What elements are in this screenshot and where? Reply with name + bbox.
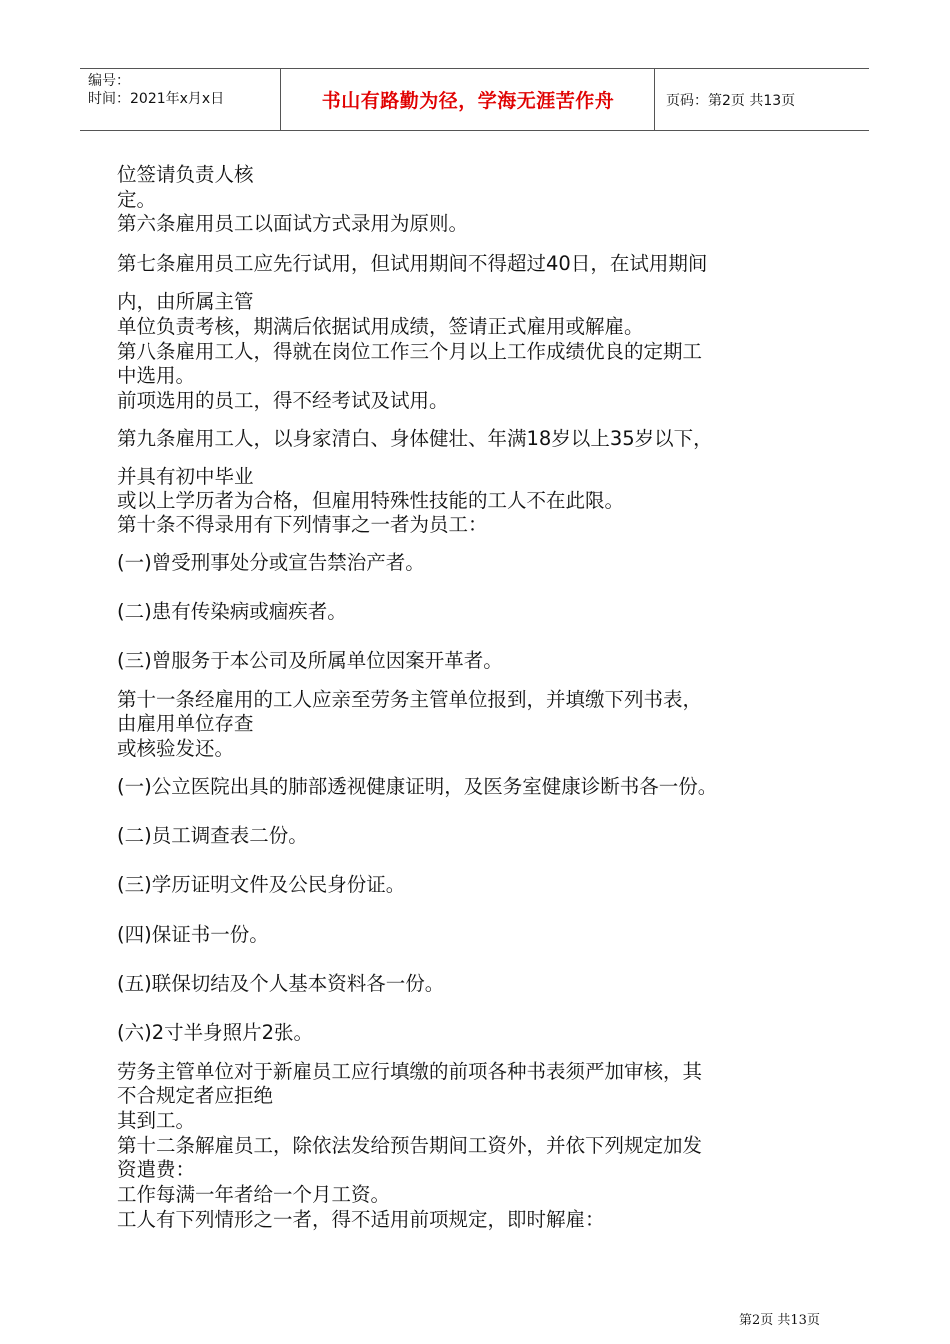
text-line: (一)公立医院出具的肺部透视健康证明，及医务室健康诊断书各一份。 [117, 775, 718, 798]
page-header [80, 68, 869, 131]
text-line: (三)曾服务于本公司及所属单位因案开革者。 [117, 649, 503, 672]
text-line: (三)学历证明文件及公民身份证。 [117, 873, 406, 896]
text-line: 第九条雇用工人，以身家清白、身体健壮、年满18岁以上35岁以下， [117, 427, 713, 450]
text-line: 不合规定者应拒绝 [117, 1084, 274, 1107]
text-line: 内，由所属主管 [117, 290, 254, 313]
text-line: (一)曾受刑事处分或宣告禁治产者。 [117, 551, 425, 574]
text-line: 或以上学历者为合格，但雇用特殊性技能的工人不在此限。 [117, 489, 625, 512]
header-page-info: 页码：第2页 共13页 [666, 93, 796, 109]
time-label: 时间：2021年x月x日 [88, 91, 225, 107]
text-line: 位签请负责人核 [117, 163, 254, 186]
text-line: 第十条不得录用有下列情事之一者为员工： [117, 513, 488, 536]
text-line: (五)联保切结及个人基本资料各一份。 [117, 972, 445, 995]
text-line: 工作每满一年者给一个月工资。 [117, 1183, 391, 1206]
text-line: 单位负责考核，期满后依据试用成绩，签请正式雇用或解雇。 [117, 315, 644, 338]
text-line: 由雇用单位存查 [117, 712, 254, 735]
text-line: 定。 [117, 188, 157, 211]
text-line: (二)患有传染病或痼疾者。 [117, 600, 347, 623]
header-meta [88, 72, 224, 108]
text-line: 中选用。 [117, 364, 196, 387]
text-line: 或核验发还。 [117, 737, 235, 760]
header-motto: 书山有路勤为径，学海无涯苦作舟 [321, 90, 615, 112]
header-divider [654, 69, 655, 130]
text-line: 劳务主管单位对于新雇员工应行填缴的前项各种书表须严加审核，其 [117, 1060, 703, 1083]
text-line: (二)员工调查表二份。 [117, 824, 308, 847]
page-footer: 第2页 共13页 [739, 1313, 820, 1328]
serial-label: 编号： [88, 73, 130, 89]
header-divider [280, 69, 281, 130]
text-line: 资遣费： [117, 1158, 196, 1181]
text-line: 第十二条解雇员工，除依法发给预告期间工资外，并依下列规定加发 [117, 1134, 703, 1157]
text-line: 第六条雇用员工以面试方式录用为原则。 [117, 212, 469, 235]
text-line: 前项选用的员工，得不经考试及试用。 [117, 389, 449, 412]
text-line: 并具有初中毕业 [117, 465, 254, 488]
text-line: 第十一条经雇用的工人应亲至劳务主管单位报到，并填缴下列书表， [117, 688, 703, 711]
text-line: 第八条雇用工人，得就在岗位工作三个月以上工作成绩优良的定期工 [117, 340, 703, 363]
text-line: 其到工。 [117, 1109, 196, 1132]
text-line: 第七条雇用员工应先行试用，但试用期间不得超过40日，在试用期间 [117, 252, 708, 275]
text-line: (四)保证书一份。 [117, 923, 269, 946]
text-line: 工人有下列情形之一者，得不适用前项规定，即时解雇： [117, 1208, 605, 1231]
text-line: (六)2寸半身照片2张。 [117, 1021, 314, 1044]
